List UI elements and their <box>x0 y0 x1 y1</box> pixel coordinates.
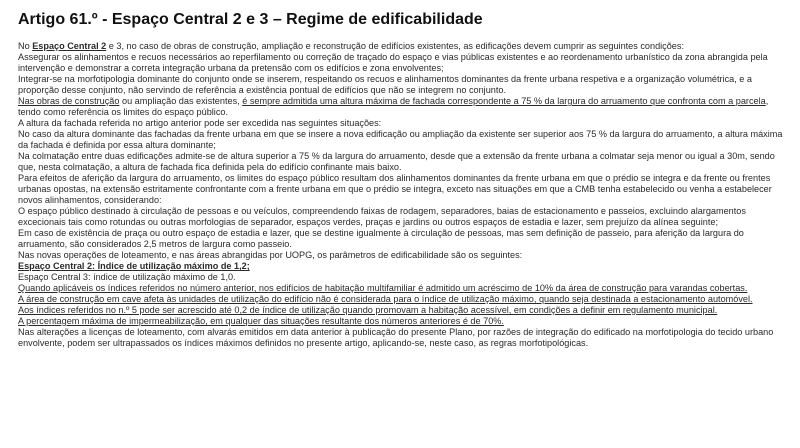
paragraph-height-rule <box>18 96 793 118</box>
paragraph: Assegurar os alinhamentos e recuos necessários ao reperfilamento ou correção de traçado do espaço e vias públicas existentes e ao reordenamento urbanístico da zona abrangida pela intervenção e demonstrar a correta integração urbana da pretensão com os edifícios e zona envolventes; <box>18 52 768 73</box>
paragraph: O espaço público destinado à circulação de pessoas e ou veículos, compreendendo faixas de rodagem, separadores, baias de estacionamento e passeios, excluindo alargamentos excecionais tais como rotundas ou outras morfologias de separador, espaços verdes, praças e jardins ou outros espaços de estadia e lazer, sem prejuízo da alínea seguinte; <box>18 206 746 227</box>
paragraph: Para efeitos de aferição da largura do arruamento, os limites do espaço público resultam dos alinhamentos dominantes da frente urbana em que o prédio se integra e da frente ou frentes urbanas opostas, na extensão estritamente confrontante com a frente urbana em que o prédio se integra, exceto nas situações em que a CMB tenha estabelecido ou venha a estabelecer novos alinhamentos, considerando: <box>18 173 772 205</box>
paragraph-central-2-index: Espaço Central 2: Índice de utilização máximo de 1,2; <box>18 261 250 271</box>
paragraph: Em caso de existência de praça ou outro espaço de estadia e lazer, que se destine igualmente à circulação de pessoas, mas sem definição de passeio, para aferição da largura do arruamento, são considerados 2,5 metros de largura como passeio. <box>18 228 744 249</box>
underlined-term: Espaço Central 2 <box>32 41 107 51</box>
paragraph-intro <box>18 41 793 52</box>
paragraph: Espaço Central 3: índice de utilização máximo de 1,0. <box>18 272 236 282</box>
paragraph: Integrar-se na morfotipologia dominante do conjunto onde se inserem, respeitando os recuos e alinhamentos dominantes da frente urbana respetiva e a organização volumétrica, e a proporção desse conjunto, não servindo de referência a existência pontual de edifícios que não se integrem no conjunto. <box>18 74 752 95</box>
underlined-text: é sempre admitida uma altura máxima de fachada correspondente a 75 % da largura do arruamento que confronta com a parcela <box>242 96 766 106</box>
article-body <box>18 41 793 349</box>
text-run: ou ampliação das existentes, <box>119 96 243 106</box>
text-run: , tendo como referência os limites do espaço público. <box>18 96 769 117</box>
article-title: Artigo 61.º - Espaço Central 2 e 3 – Regime de edificabilidade <box>18 11 483 28</box>
paragraph-underlined: Aos índices referidos no n.º 5 pode ser acrescido até 0,2 de índice de utilização quando promovam a habitação acessível, em condições a definir em regulamento municipal. <box>18 305 718 315</box>
paragraph: Nas alterações a licenças de loteamento, com alvarás emitidos em data anterior à publicação do presente Plano, por razões de integração do edificado na morfotipologia do tecido urbano envolvente, podem ser ultrapassados os índices máximos definidos no presente artigo, aplicando-se, neste caso, as regras morfotipológicas. <box>18 327 774 348</box>
paragraph-underlined: A percentagem máxima de impermeabilização, em qualquer das situações resultante dos números anteriores é de 70%. <box>18 316 504 326</box>
paragraph-underlined: A área de construção em cave afeta às unidades de utilização do edifício não é considerada para o índice de utilização máximo, quando seja destinada a estacionamento automóvel. <box>18 294 753 304</box>
paragraph: Nas novas operações de loteamento, e nas áreas abrangidas por UOPG, os parâmetros de edificabilidade são os seguintes: <box>18 250 523 260</box>
text-run: No <box>18 41 33 51</box>
underlined-text: Nas obras de construção <box>18 96 120 106</box>
text-run: e 3, no caso de obras de construção, ampliação e reconstrução de edifícios existentes, as edificações devem cumprir as seguintes condições: <box>106 41 684 51</box>
paragraph-underlined: Quando aplicáveis os índices referidos no número anterior, nos edifícios de habitação multifamiliar é admitido um acréscimo de 10% da área de construção para varandas cobertas. <box>18 283 748 293</box>
paragraph: No caso da altura dominante das fachadas da frente urbana em que se insere a nova edificação ou ampliação da existente ser superior aos 75 % da largura do arruamento, a altura máxima da fachada é definida por essa altura dominante; <box>18 129 783 150</box>
paragraph: Na colmatação entre duas edificações admite-se de altura superior a 75 % da largura do arruamento, desde que a extensão da frente urbana a colmatar seja menor ou igual a 30m, sendo que, nesta colmatação, a altura de fachada fica definida pela do edifício confinante mais baixo. <box>18 151 775 172</box>
paragraph: A altura da fachada referida no artigo anterior pode ser excedida nas seguintes situações: <box>18 118 382 128</box>
